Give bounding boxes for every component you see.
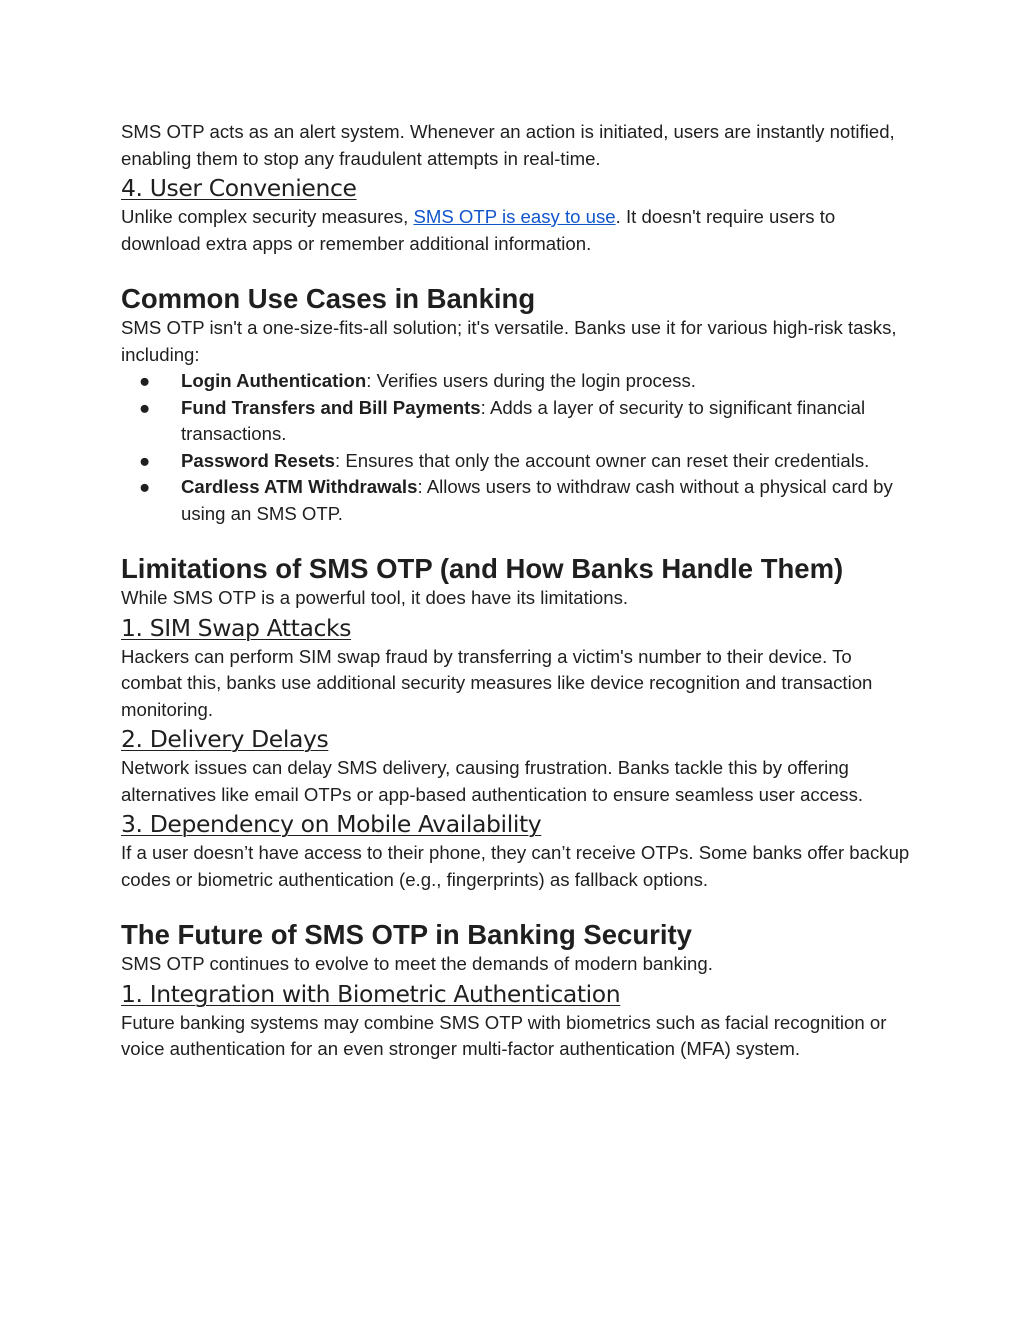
list-item-desc: : Verifies users during the login process. <box>366 370 696 391</box>
intro-paragraph: SMS OTP acts as an alert system. Whenever an action is initiated, users are instantly notified, enabling them to stop any fraudulent attempts in real-time. <box>121 121 895 169</box>
user-convenience-text-after: . It doesn't require users to download extra apps or remember additional information. <box>121 206 836 254</box>
list-item <box>121 448 911 475</box>
bullet-icon: ● <box>139 476 151 497</box>
bullet-icon: ● <box>139 396 151 418</box>
future-intro: SMS OTP continues to evolve to meet the demands of modern banking. <box>121 953 713 974</box>
section-heading-biometric: 1. Integration with Biometric Authentication <box>121 979 621 1008</box>
list-item-desc: : Allows users to withdraw cash without a physical card by using an SMS OTP. <box>181 476 893 524</box>
user-convenience-paragraph <box>121 204 911 257</box>
sms-otp-easy-link[interactable]: SMS OTP is easy to use <box>413 206 616 227</box>
heading-common-use-cases: Common Use Cases in Banking <box>121 283 536 314</box>
section-heading-user-convenience: 4. User Convenience <box>121 174 357 202</box>
limitations-intro: While SMS OTP is a powerful tool, it does have its limitations. <box>121 587 629 608</box>
list-item <box>121 368 911 395</box>
section-heading-sim-swap: 1. SIM Swap Attacks <box>121 613 352 642</box>
list-item <box>121 474 911 527</box>
document-body <box>121 119 911 1063</box>
list-item-desc: : Adds a layer of security to significant financial transactions. <box>181 396 866 444</box>
biometric-paragraph: Future banking systems may combine SMS OTP with biometrics such as facial recognition or voice authentication for an even stronger multi-factor authentication (MFA) system. <box>121 1011 887 1059</box>
mobile-dependency-paragraph: If a user doesn’t have access to their phone, they can’t receive OTPs. Some banks offer backup codes or biometric authentication (e.g., fingerprints) as fallback options. <box>121 842 910 890</box>
list-item-term: Login Authentication <box>181 370 367 391</box>
list-item-term: Cardless ATM Withdrawals <box>181 476 418 497</box>
bullet-icon: ● <box>139 449 151 471</box>
use-cases-intro: SMS OTP isn't a one-size-fits-all solution; it's versatile. Banks use it for various high-risk tasks, including: <box>121 317 897 365</box>
delivery-delays-paragraph: Network issues can delay SMS delivery, causing frustration. Banks tackle this by offering alternatives like email OTPs or app-based authentication to ensure seamless user access. <box>121 757 864 805</box>
use-cases-list <box>121 368 911 527</box>
list-item-term: Fund Transfers and Bill Payments <box>181 396 481 418</box>
user-convenience-text-before: Unlike complex security measures, <box>121 206 414 227</box>
list-item-desc: : Ensures that only the account owner can reset their credentials. <box>335 449 870 471</box>
heading-limitations: Limitations of SMS OTP (and How Banks Handle Them) <box>121 553 844 584</box>
section-heading-mobile-dependency: 3. Dependency on Mobile Availability <box>121 810 542 838</box>
section-heading-delivery-delays: 2. Delivery Delays <box>121 725 329 753</box>
bullet-icon: ● <box>139 370 151 391</box>
heading-future: The Future of SMS OTP in Banking Security <box>121 919 692 950</box>
sim-swap-paragraph: Hackers can perform SIM swap fraud by transferring a victim's number to their device. To combat this, banks use additional security measures like device recognition and transaction monitoring. <box>121 645 873 720</box>
list-item <box>121 395 911 448</box>
list-item-term: Password Resets <box>181 449 335 471</box>
